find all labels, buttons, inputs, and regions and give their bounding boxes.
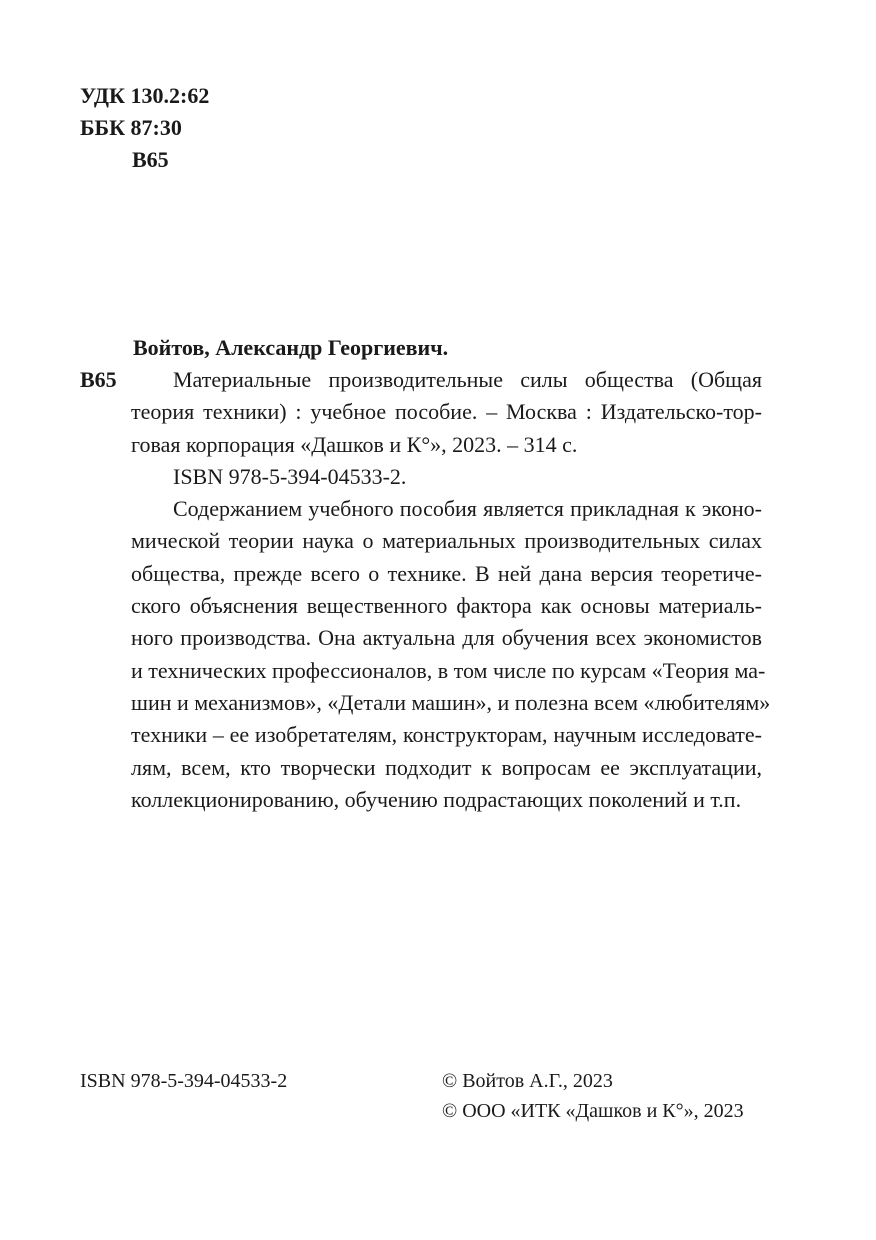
udk-code: УДК 130.2:62: [80, 83, 210, 108]
footer-copyrights: [442, 1066, 744, 1126]
abstract-line: лям, всем, кто творчески подходит к вопросам ее эксплуатации,: [131, 754, 762, 780]
isbn-line: [131, 461, 762, 493]
abstract-line: техники – ее изобретателям, конструкторам, научным исследовате-: [131, 722, 762, 748]
copyright-publisher: © ООО «ИТК «Дашков и К°», 2023: [442, 1100, 744, 1122]
abstract-line: коллекционированию, обучению подрастающих поколений и т.п.: [131, 786, 742, 812]
bibliographic-description: [131, 364, 762, 461]
bbk-code: ББК 87:30: [80, 115, 182, 140]
bibliographic-entry: [131, 364, 771, 816]
abstract-line: и технических профессионалов, в том числе по курсам «Теория ма-: [131, 657, 766, 683]
abstract-line: Содержанием учебного пособия является прикладная к эконо-: [173, 496, 762, 522]
abstract-line: общества, прежде всего о технике. В ней дана версия теоретиче-: [131, 560, 762, 586]
abstract: [131, 493, 771, 816]
classification-codes: [80, 80, 209, 176]
bib-line: теория техники) : учебное пособие. – Москва : Издательско-тор-: [131, 399, 762, 425]
author-name: Войтов, Александр Георгиевич.: [133, 335, 449, 360]
bib-line: говая корпорация «Дашков и К°», 2023. – 314 с.: [131, 431, 578, 457]
abstract-line: шин и механизмов», «Детали машин», и полезна всем «любителям»: [131, 689, 771, 715]
footer-isbn: ISBN 978-5-394-04533-2: [80, 1070, 288, 1092]
author-mark: В65: [80, 367, 117, 392]
abstract-line: ного производства. Она актуальна для обучения всех экономистов: [131, 625, 762, 651]
isbn-text: ISBN 978-5-394-04533-2.: [173, 463, 407, 489]
abstract-line: ского объяснения вещественного фактора как основы материаль-: [131, 593, 762, 619]
bib-line: Материальные производительные силы общества (Общая: [173, 367, 762, 392]
author-mark-code: В65: [132, 147, 169, 172]
abstract-line: мической теории наука о материальных производительных силах: [131, 528, 762, 554]
copyright-author: © Войтов А.Г., 2023: [442, 1070, 613, 1092]
